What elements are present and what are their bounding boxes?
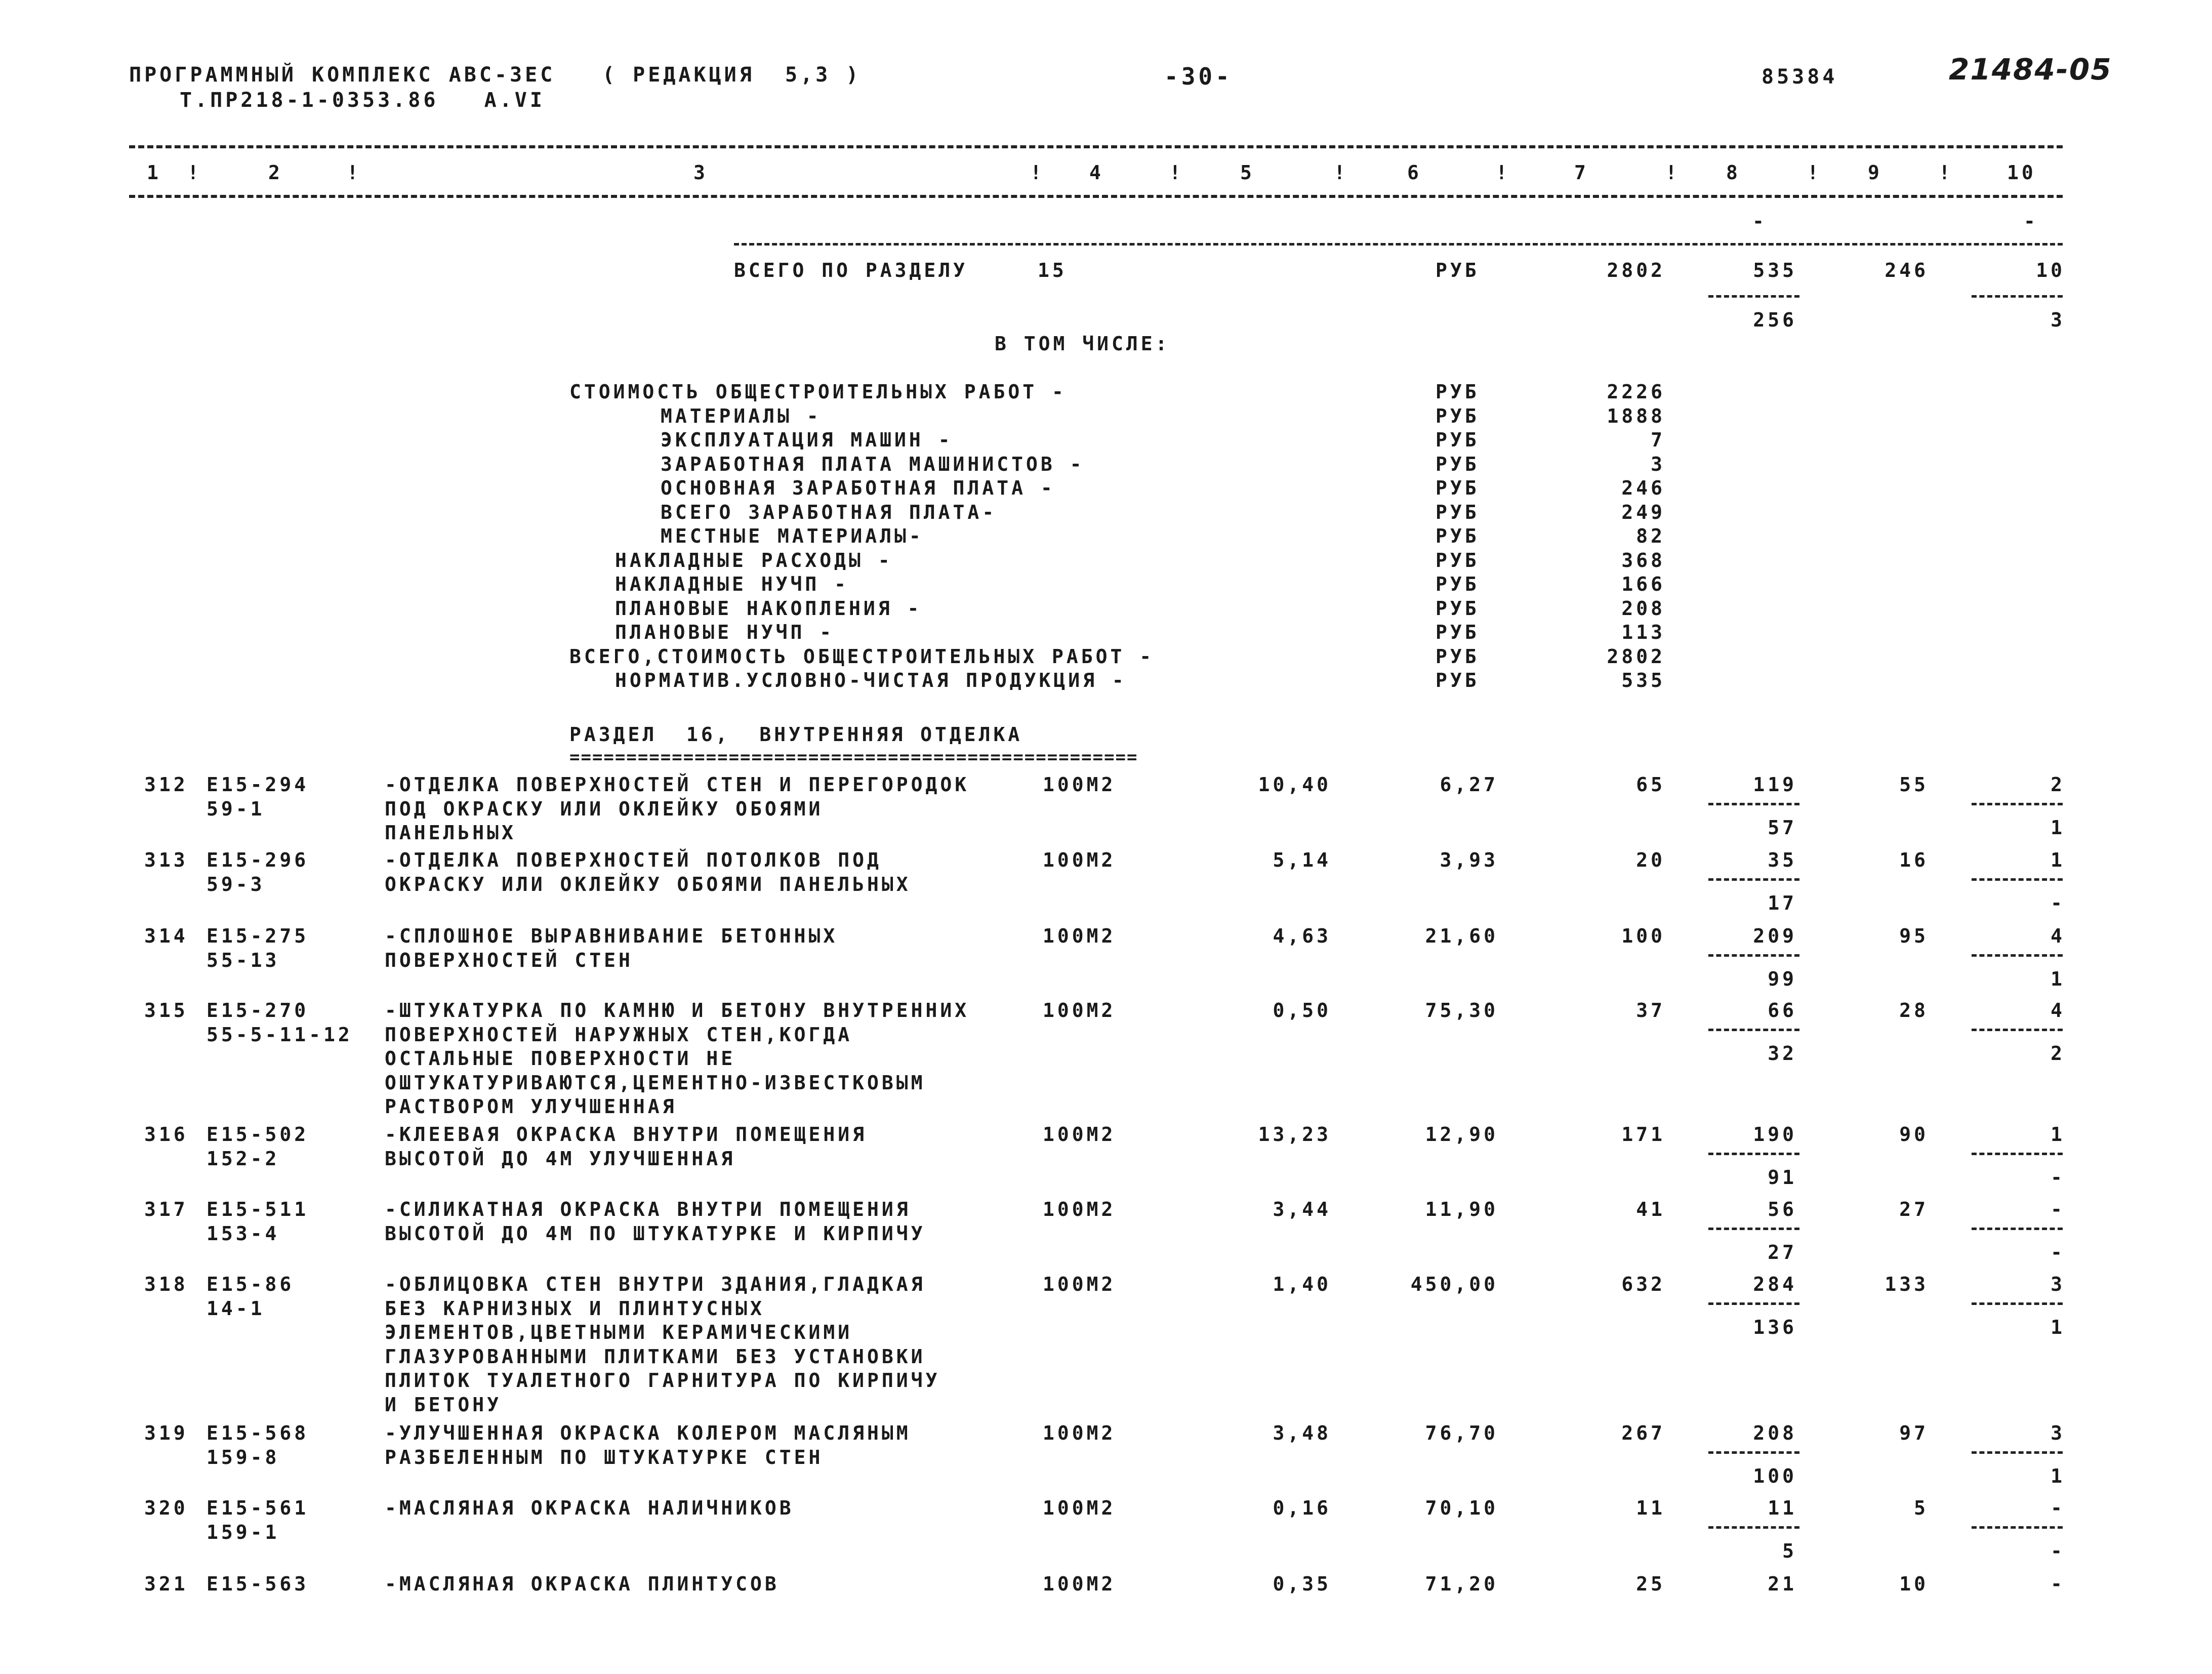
breakdown-value: 113 xyxy=(1621,621,1665,643)
item-c8: 66 xyxy=(1768,999,1797,1022)
breakdown-label: МАТЕРИАЛЫ - xyxy=(661,404,822,427)
item-subcode: 159-8 xyxy=(207,1446,280,1468)
column-header-5: 5 xyxy=(1240,161,1255,184)
item-c10-rule xyxy=(1972,1526,2063,1529)
item-quantity: 0,16 xyxy=(1273,1497,1331,1519)
program-name: ПРОГРАММНЫЙ КОМПЛЕКС АВС-ЗЕС xyxy=(129,63,556,87)
total-c8-bottom: 256 xyxy=(1753,309,1797,331)
breakdown-label: НОРМАТИВ.УСЛОВНО-ЧИСТАЯ ПРОДУКЦИЯ - xyxy=(615,669,1127,691)
breakdown-label: ОСНОВНАЯ ЗАРАБОТНАЯ ПЛАТА - xyxy=(661,477,1055,499)
item-c10: 3 xyxy=(2051,1273,2065,1295)
document-code: 85384 xyxy=(1762,65,1838,89)
item-c10: - xyxy=(2051,1497,2065,1519)
item-c8-bottom: 136 xyxy=(1753,1316,1797,1338)
item-c8: 35 xyxy=(1768,849,1797,871)
breakdown-label: НАКЛАДНЫЕ РАСХОДЫ - xyxy=(615,549,893,571)
item-c10-bottom: - xyxy=(2051,892,2065,914)
item-c10: 1 xyxy=(2051,849,2065,871)
item-c10-bottom: - xyxy=(2051,1166,2065,1189)
item-subcode: 59-3 xyxy=(207,873,265,895)
breakdown-value: 2226 xyxy=(1607,381,1665,403)
item-total: 20 xyxy=(1636,849,1665,871)
item-number: 318 xyxy=(144,1273,188,1295)
item-c9: 10 xyxy=(1899,1573,1929,1595)
total-c9: 246 xyxy=(1885,259,1929,281)
item-unit: 100М2 xyxy=(1043,999,1116,1022)
item-number: 315 xyxy=(144,999,188,1022)
item-description: ПОВЕРХНОСТЕЙ СТЕН xyxy=(385,949,633,971)
item-description: ВЫСОТОЙ ДО 4М УЛУЧШЕННАЯ xyxy=(385,1147,736,1170)
breakdown-value: 1888 xyxy=(1607,404,1665,427)
item-total: 25 xyxy=(1636,1573,1665,1595)
breakdown-unit: РУБ xyxy=(1436,429,1480,451)
item-c8-bottom: 17 xyxy=(1768,892,1797,914)
item-c8: 190 xyxy=(1753,1123,1797,1146)
column-separator: ! xyxy=(347,161,361,184)
item-unit-price: 11,90 xyxy=(1425,1198,1498,1220)
item-unit: 100М2 xyxy=(1043,925,1116,947)
item-unit-price: 450,00 xyxy=(1410,1273,1498,1295)
item-number: 320 xyxy=(144,1497,188,1519)
item-description: -ОТДЕЛКА ПОВЕРХНОСТЕЙ СТЕН И ПЕРЕГОРОДОК xyxy=(385,773,970,796)
item-total: 41 xyxy=(1636,1198,1665,1220)
item-quantity: 1,40 xyxy=(1273,1273,1331,1295)
item-unit: 100М2 xyxy=(1043,1198,1116,1220)
item-code: Е15-86 xyxy=(207,1273,295,1295)
header-top-rule xyxy=(129,145,2063,148)
breakdown-unit: РУБ xyxy=(1436,669,1480,691)
breakdown-label: НАКЛАДНЫЕ НУЧП - xyxy=(615,573,849,595)
item-number: 317 xyxy=(144,1198,188,1220)
item-code: Е15-502 xyxy=(207,1123,309,1146)
item-c8: 56 xyxy=(1768,1198,1797,1220)
breakdown-value: 535 xyxy=(1621,669,1665,691)
column-separator: ! xyxy=(1496,161,1510,184)
total-c7: 2802 xyxy=(1607,259,1665,281)
item-description: -ОБЛИЦОВКА СТЕН ВНУТРИ ЗДАНИЯ,ГЛАДКАЯ xyxy=(385,1273,926,1295)
column-header-9: 9 xyxy=(1868,161,1882,184)
item-code: Е15-296 xyxy=(207,849,309,871)
item-c8: 208 xyxy=(1753,1422,1797,1444)
item-unit: 100М2 xyxy=(1043,1123,1116,1146)
item-c10-rule xyxy=(1972,803,2063,805)
column-header-3: 3 xyxy=(693,161,708,184)
column-separator: ! xyxy=(187,161,202,184)
item-unit: 100М2 xyxy=(1043,1273,1116,1295)
item-c10-rule xyxy=(1972,1228,2063,1230)
column-header-4: 4 xyxy=(1089,161,1104,184)
item-c9: 133 xyxy=(1885,1273,1929,1295)
item-description: И БЕТОНУ xyxy=(385,1393,502,1416)
column-separator: ! xyxy=(1169,161,1184,184)
breakdown-label: ЭКСПЛУАТАЦИЯ МАШИН - xyxy=(661,429,953,451)
item-description: -МАСЛЯНАЯ ОКРАСКА НАЛИЧНИКОВ xyxy=(385,1497,794,1519)
item-subcode: 55-5-11-12 xyxy=(207,1023,353,1046)
item-subcode: 152-2 xyxy=(207,1147,280,1170)
total-top-rule xyxy=(734,243,2063,246)
item-c8: 209 xyxy=(1753,925,1797,947)
header-bottom-rule xyxy=(129,195,2063,198)
item-description: -ОТДЕЛКА ПОВЕРХНОСТЕЙ ПОТОЛКОВ ПОД xyxy=(385,849,882,871)
item-quantity: 0,50 xyxy=(1273,999,1331,1022)
breakdown-unit: РУБ xyxy=(1436,404,1480,427)
item-code: Е15-568 xyxy=(207,1422,309,1444)
item-number: 316 xyxy=(144,1123,188,1146)
item-description: ПОВЕРХНОСТЕЙ НАРУЖНЫХ СТЕН,КОГДА xyxy=(385,1023,853,1046)
item-c10: - xyxy=(2051,1198,2065,1220)
item-c10: 4 xyxy=(2051,999,2065,1022)
item-c8-bottom: 100 xyxy=(1753,1465,1797,1487)
item-code: Е15-563 xyxy=(207,1573,309,1595)
breakdown-value: 208 xyxy=(1621,597,1665,620)
item-unit-price: 76,70 xyxy=(1425,1422,1498,1444)
total-section-no: 15 xyxy=(1038,259,1067,281)
breakdown-unit: РУБ xyxy=(1436,501,1480,523)
item-c10-bottom: 1 xyxy=(2051,1465,2065,1487)
column-separator: ! xyxy=(1334,161,1348,184)
in-total-label: В ТОМ ЧИСЛЕ: xyxy=(995,333,1170,355)
mark-c10: - xyxy=(2024,210,2038,232)
item-c8-rule xyxy=(1708,1302,1799,1305)
item-c8-rule xyxy=(1708,1029,1799,1031)
breakdown-value: 7 xyxy=(1651,429,1665,451)
item-unit: 100М2 xyxy=(1043,773,1116,796)
breakdown-value: 166 xyxy=(1621,573,1665,595)
item-c10-rule xyxy=(1972,1153,2063,1155)
column-header-7: 7 xyxy=(1574,161,1589,184)
item-number: 313 xyxy=(144,849,188,871)
breakdown-value: 3 xyxy=(1651,453,1665,475)
item-description: -СИЛИКАТНАЯ ОКРАСКА ВНУТРИ ПОМЕЩЕНИЯ xyxy=(385,1198,911,1220)
item-description: РАЗБЕЛЕННЫМ ПО ШТУКАТУРКЕ СТЕН xyxy=(385,1446,824,1468)
item-unit: 100М2 xyxy=(1043,849,1116,871)
item-c10-rule xyxy=(1972,1302,2063,1305)
breakdown-unit: РУБ xyxy=(1436,525,1480,547)
breakdown-unit: РУБ xyxy=(1436,549,1480,571)
item-code: Е15-561 xyxy=(207,1497,309,1519)
item-unit-price: 6,27 xyxy=(1440,773,1498,796)
breakdown-value: 2802 xyxy=(1607,645,1665,668)
item-description: РАСТВОРОМ УЛУЧШЕННАЯ xyxy=(385,1095,677,1118)
item-c8-bottom: 57 xyxy=(1768,816,1797,839)
total-c8-rule xyxy=(1708,295,1799,298)
section-16-title: РАЗДЕЛ 16, ВНУТРЕННЯЯ ОТДЕЛКА xyxy=(569,723,1023,746)
item-c9: 95 xyxy=(1899,925,1929,947)
item-c8-rule xyxy=(1708,878,1799,881)
item-total: 100 xyxy=(1621,925,1665,947)
project-code: Т.ПР218-1-0353.86 А.VI xyxy=(180,89,545,112)
total-c8: 535 xyxy=(1753,259,1797,281)
item-description: -ШТУКАТУРКА ПО КАМНЮ И БЕТОНУ ВНУТРЕННИХ xyxy=(385,999,970,1022)
item-quantity: 10,40 xyxy=(1258,773,1331,796)
breakdown-unit: РУБ xyxy=(1436,645,1480,668)
mark-c8: - xyxy=(1752,210,1767,232)
item-subcode: 159-1 xyxy=(207,1521,280,1543)
item-c10-rule xyxy=(1972,1029,2063,1031)
breakdown-value: 246 xyxy=(1621,477,1665,499)
item-c10: 2 xyxy=(2051,773,2065,796)
item-c10-rule xyxy=(1972,878,2063,881)
item-description: ПЛИТОК ТУАЛЕТНОГО ГАРНИТУРА ПО КИРПИЧУ xyxy=(385,1369,940,1392)
item-total: 267 xyxy=(1621,1422,1665,1444)
breakdown-unit: РУБ xyxy=(1436,597,1480,620)
item-c9: 90 xyxy=(1899,1123,1929,1146)
item-c8-rule xyxy=(1708,1153,1799,1155)
item-c8: 11 xyxy=(1768,1497,1797,1519)
item-code: Е15-294 xyxy=(207,773,309,796)
item-description: ОШТУКАТУРИВАЮТСЯ,ЦЕМЕНТНО-ИЗВЕСТКОВЫМ xyxy=(385,1071,926,1094)
item-subcode: 14-1 xyxy=(207,1297,265,1320)
item-unit-price: 12,90 xyxy=(1425,1123,1498,1146)
breakdown-label: ВСЕГО,СТОИМОСТЬ ОБЩЕСТРОИТЕЛЬНЫХ РАБОТ - xyxy=(569,645,1155,668)
item-c9: 97 xyxy=(1899,1422,1929,1444)
item-description: ВЫСОТОЙ ДО 4М ПО ШТУКАТУРКЕ И КИРПИЧУ xyxy=(385,1222,926,1245)
item-c8-rule xyxy=(1708,954,1799,957)
column-header-10: 10 xyxy=(2007,161,2036,184)
item-c10: 4 xyxy=(2051,925,2065,947)
item-unit-price: 71,20 xyxy=(1425,1573,1498,1595)
item-subcode: 59-1 xyxy=(207,797,265,820)
total-c10-rule xyxy=(1972,295,2063,298)
item-c9: 27 xyxy=(1899,1198,1929,1220)
item-c10-bottom: - xyxy=(2051,1540,2065,1562)
item-description: ПОД ОКРАСКУ ИЛИ ОКЛЕЙКУ ОБОЯМИ xyxy=(385,797,824,820)
breakdown-value: 368 xyxy=(1621,549,1665,571)
item-c8-bottom: 5 xyxy=(1782,1540,1797,1562)
item-quantity: 5,14 xyxy=(1273,849,1331,871)
breakdown-unit: РУБ xyxy=(1436,621,1480,643)
item-description: БЕЗ КАРНИЗНЫХ И ПЛИНТУСНЫХ xyxy=(385,1297,765,1320)
item-c8: 21 xyxy=(1768,1573,1797,1595)
column-header-6: 6 xyxy=(1407,161,1422,184)
item-c9: 5 xyxy=(1914,1497,1929,1519)
item-c8-bottom: 91 xyxy=(1768,1166,1797,1189)
item-number: 312 xyxy=(144,773,188,796)
item-number: 319 xyxy=(144,1422,188,1444)
item-c10-bottom: 1 xyxy=(2051,1316,2065,1338)
column-header-2: 2 xyxy=(268,161,283,184)
item-c10: - xyxy=(2051,1573,2065,1595)
item-c10-rule xyxy=(1972,954,2063,957)
breakdown-value: 249 xyxy=(1621,501,1665,523)
item-unit: 100М2 xyxy=(1043,1573,1116,1595)
page-number: -30- xyxy=(1164,63,1233,90)
total-c10-bottom: 3 xyxy=(2051,309,2065,331)
item-unit: 100М2 xyxy=(1043,1422,1116,1444)
item-total: 11 xyxy=(1636,1497,1665,1519)
item-c9: 16 xyxy=(1899,849,1929,871)
item-quantity: 3,44 xyxy=(1273,1198,1331,1220)
item-total: 37 xyxy=(1636,999,1665,1022)
item-unit-price: 21,60 xyxy=(1425,925,1498,947)
handwritten-number: 21484-05 xyxy=(1949,52,2112,87)
item-number: 321 xyxy=(144,1573,188,1595)
item-c8-rule xyxy=(1708,1228,1799,1230)
item-c8-rule xyxy=(1708,1451,1799,1454)
item-code: Е15-275 xyxy=(207,925,309,947)
item-c10-bottom: 1 xyxy=(2051,816,2065,839)
breakdown-value: 82 xyxy=(1636,525,1665,547)
item-c8: 119 xyxy=(1753,773,1797,796)
item-quantity: 4,63 xyxy=(1273,925,1331,947)
item-unit-price: 75,30 xyxy=(1425,999,1498,1022)
breakdown-label: ПЛАНОВЫЕ НУЧП - xyxy=(615,621,835,643)
item-description: ПАНЕЛЬНЫХ xyxy=(385,822,516,844)
item-description: ГЛАЗУРОВАННЫМИ ПЛИТКАМИ БЕЗ УСТАНОВКИ xyxy=(385,1345,926,1368)
column-header-8: 8 xyxy=(1726,161,1741,184)
column-separator: ! xyxy=(1665,161,1680,184)
item-unit-price: 3,93 xyxy=(1440,849,1498,871)
item-subcode: 153-4 xyxy=(207,1222,280,1245)
item-quantity: 13,23 xyxy=(1258,1123,1331,1146)
item-total: 632 xyxy=(1621,1273,1665,1295)
item-quantity: 0,35 xyxy=(1273,1573,1331,1595)
item-c8-rule xyxy=(1708,1526,1799,1529)
item-number: 314 xyxy=(144,925,188,947)
item-c10: 1 xyxy=(2051,1123,2065,1146)
item-subcode: 55-13 xyxy=(207,949,280,971)
item-description: -КЛЕЕВАЯ ОКРАСКА ВНУТРИ ПОМЕЩЕНИЯ xyxy=(385,1123,867,1146)
item-description: ОСТАЛЬНЫЕ ПОВЕРХНОСТИ НЕ xyxy=(385,1047,736,1070)
breakdown-unit: РУБ xyxy=(1436,381,1480,403)
breakdown-label: МЕСТНЫЕ МАТЕРИАЛЫ- xyxy=(661,525,924,547)
breakdown-unit: РУБ xyxy=(1436,573,1480,595)
item-c8-bottom: 32 xyxy=(1768,1042,1797,1065)
item-unit: 100М2 xyxy=(1043,1497,1116,1519)
item-c8-bottom: 99 xyxy=(1768,968,1797,990)
column-separator: ! xyxy=(1030,161,1045,184)
item-c9: 28 xyxy=(1899,999,1929,1022)
breakdown-label: ЗАРАБОТНАЯ ПЛАТА МАШИНИСТОВ - xyxy=(661,453,1085,475)
total-label: ВСЕГО ПО РАЗДЕЛУ xyxy=(734,259,968,281)
item-c8-bottom: 27 xyxy=(1768,1241,1797,1263)
item-unit-price: 70,10 xyxy=(1425,1497,1498,1519)
item-c10: 3 xyxy=(2051,1422,2065,1444)
item-quantity: 3,48 xyxy=(1273,1422,1331,1444)
item-total: 65 xyxy=(1636,773,1665,796)
column-separator: ! xyxy=(1807,161,1822,184)
section-16-underline: ================================================== xyxy=(569,747,1138,767)
item-c10-bottom: 2 xyxy=(2051,1042,2065,1065)
item-code: Е15-511 xyxy=(207,1198,309,1220)
item-description: -МАСЛЯНАЯ ОКРАСКА ПЛИНТУСОВ xyxy=(385,1573,780,1595)
column-separator: ! xyxy=(1939,161,1953,184)
total-c10: 10 xyxy=(2036,259,2065,281)
breakdown-label: ВСЕГО ЗАРАБОТНАЯ ПЛАТА- xyxy=(661,501,997,523)
item-description: -СПЛОШНОЕ ВЫРАВНИВАНИЕ БЕТОННЫХ xyxy=(385,925,838,947)
item-description: ЭЛЕМЕНТОВ,ЦВЕТНЫМИ КЕРАМИЧЕСКИМИ xyxy=(385,1321,853,1343)
item-c10-rule xyxy=(1972,1451,2063,1454)
breakdown-label: СТОИМОСТЬ ОБЩЕСТРОИТЕЛЬНЫХ РАБОТ - xyxy=(569,381,1067,403)
item-c9: 55 xyxy=(1899,773,1929,796)
item-description: -УЛУЧШЕННАЯ ОКРАСКА КОЛЕРОМ МАСЛЯНЫМ xyxy=(385,1422,911,1444)
item-code: Е15-270 xyxy=(207,999,309,1022)
breakdown-unit: РУБ xyxy=(1436,477,1480,499)
edition: ( РЕДАКЦИЯ 5,3 ) xyxy=(602,63,862,87)
item-total: 171 xyxy=(1621,1123,1665,1146)
item-c8: 284 xyxy=(1753,1273,1797,1295)
total-unit: РУБ xyxy=(1436,259,1480,281)
item-c10-bottom: - xyxy=(2051,1241,2065,1263)
column-header-1: 1 xyxy=(147,161,161,184)
item-c10-bottom: 1 xyxy=(2051,968,2065,990)
item-c8-rule xyxy=(1708,803,1799,805)
breakdown-label: ПЛАНОВЫЕ НАКОПЛЕНИЯ - xyxy=(615,597,922,620)
breakdown-unit: РУБ xyxy=(1436,453,1480,475)
item-description: ОКРАСКУ ИЛИ ОКЛЕЙКУ ОБОЯМИ ПАНЕЛЬНЫХ xyxy=(385,873,911,895)
